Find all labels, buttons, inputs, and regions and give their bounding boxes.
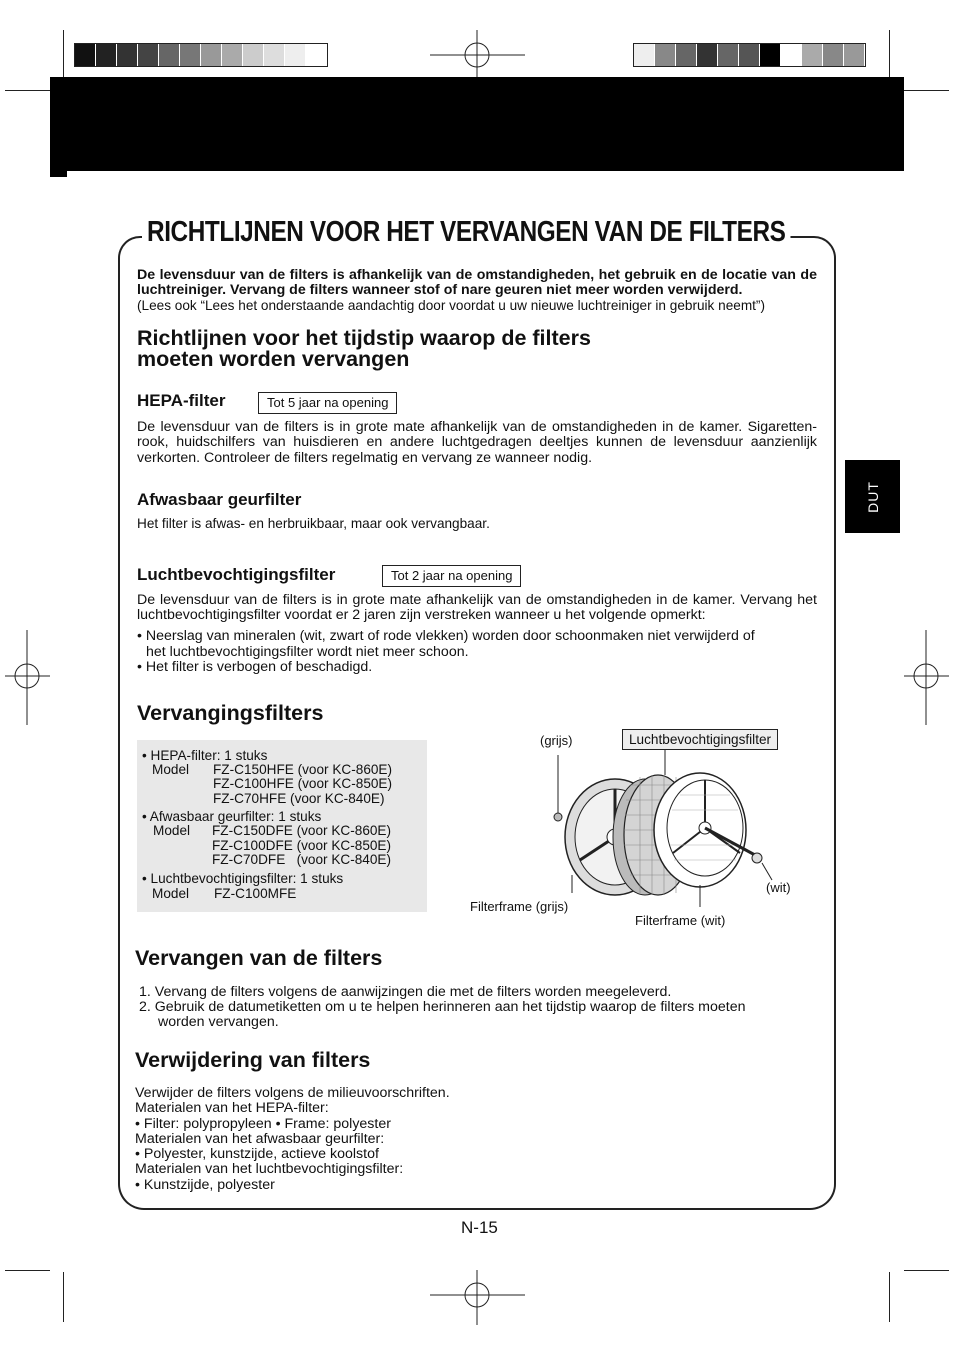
disposal-line: Materialen van het HEPA-filter:: [135, 1100, 329, 1116]
parts-line: FZ-C70HFE (voor KC-840E): [213, 791, 385, 806]
language-tab-label: DUT: [864, 480, 881, 513]
disposal-line: • Filter: polypropyleen • Frame: polyester: [135, 1116, 391, 1132]
label-frame-grey: Filterframe (grijs): [470, 899, 569, 914]
language-tab: [845, 460, 900, 533]
filter-diagram: [540, 745, 800, 910]
color-calibration-bar-left: [74, 43, 328, 67]
parts-line: FZ-C100DFE (voor KC-850E): [212, 838, 392, 853]
disposal-line: Materialen van het luchtbevochtigingsfilter:: [135, 1161, 404, 1177]
humid-bullet-1b: het luchtbevochtigingsfilter wordt niet meer schoon.: [146, 644, 469, 660]
replace-step-2b: worden vervangen.: [158, 1014, 279, 1030]
humid-label: Luchtbevochtigingsfilter: [137, 565, 336, 584]
parts-line: Model: [152, 762, 190, 777]
header-band-foot: [50, 171, 67, 177]
humid-bullet-1a: • Neerslag van mineralen (wit, zwart of rode vlekken) worden door schoonmaken niet verwijderd of: [137, 628, 755, 644]
intro-bold: De levensduur van de filters is afhankelijk van de omstandigheden, het gebruik en de locatie van de luchtreiniger. Vervang de filters wanneer stof of nare geuren niet meer worden verwijderd.: [137, 267, 817, 299]
frame-corner-right: [812, 236, 836, 260]
parts-line: FZ-C150DFE (voor KC-860E): [212, 823, 392, 838]
page-title: RICHTLIJNEN VOOR HET VERVANGEN VAN DE FILTERS: [142, 216, 791, 249]
replace-heading: Vervangen van de filters: [135, 946, 383, 970]
disposal-line: • Kunstzijde, polyester: [135, 1177, 275, 1193]
registration-target-left: [5, 630, 50, 725]
parts-line: • Luchtbevochtigingsfilter: 1 stuks: [142, 871, 344, 886]
disposal-line: Materialen van het afwasbaar geurfilter:: [135, 1131, 385, 1147]
replace-step-1: 1. Vervang de filters volgens de aanwijzingen die met de filters worden meegeleverd.: [139, 984, 672, 1000]
frame-corner-left: [118, 236, 142, 260]
replacement-heading: Vervangingsfilters: [137, 701, 324, 725]
odour-label: Afwasbaar geurfilter: [137, 490, 302, 509]
disposal-heading: Verwijdering van filters: [135, 1048, 371, 1072]
replacement-parts-panel: [137, 740, 427, 912]
timing-heading-line1: Richtlijnen voor het tijdstip waarop de filters: [137, 326, 591, 350]
humid-lifetime-tag: Tot 2 jaar na opening: [382, 565, 521, 587]
registration-target-right: [904, 630, 949, 725]
humid-bullet-2: • Het filter is verbogen of beschadigd.: [137, 659, 373, 675]
odour-text: Het filter is afwas- en herbruikbaar, maar ook vervangbaar.: [137, 516, 490, 531]
parts-line: Model: [152, 886, 190, 901]
disposal-line: Verwijder de filters volgens de milieuvoorschriften.: [135, 1085, 450, 1101]
label-humidifier-filter: Luchtbevochtigingsfilter: [622, 729, 778, 750]
label-grey: (grijs): [540, 733, 573, 748]
parts-line: FZ-C100HFE (voor KC-850E): [213, 776, 393, 791]
parts-line: FZ-C150HFE (voor KC-860E): [213, 762, 393, 777]
parts-line: • Afwasbaar geurfilter: 1 stuks: [142, 809, 322, 824]
page-number: N-15: [461, 1218, 498, 1237]
hepa-text: De levensduur van de filters is in grote mate afhankelijk van de omstandigheden in de kamer. Sigarettenrook, huidschilfers van huisdieren en andere luchtgedragen deeltjes kunnen de levensduur aanzienlijk verkorten. Controleer de filters regelmatig en vervang ze wanneer nodig.: [137, 419, 817, 466]
parts-line: FZ-C70DFE (voor KC-840E): [212, 852, 392, 867]
timing-heading-line2: moeten worden vervangen: [137, 347, 410, 371]
label-white: (wit): [766, 880, 791, 895]
color-calibration-bar-right: [633, 43, 866, 67]
registration-target-bottom: [430, 1270, 525, 1325]
humid-text: De levensduur van de filters is in grote mate afhankelijk van de omstandigheden in de kamer. Vervang het luchtbevochtigingsfilter voordat er 2 jaren zijn verstreken wanneer u het volgende opmerkt:: [137, 592, 817, 624]
disposal-line: • Polyester, kunstzijde, actieve koolstof: [135, 1146, 379, 1162]
white-frame-illustration: [654, 773, 762, 887]
parts-line: • HEPA-filter: 1 stuks: [142, 748, 268, 763]
parts-line: Model: [153, 823, 191, 838]
label-frame-white: Filterframe (wit): [635, 913, 726, 928]
parts-line: FZ-C100MFE: [214, 886, 297, 901]
replace-step-2a: 2. Gebruik de datumetiketten om u te helpen herinneren aan het tijdstip waarop de filters moeten: [139, 999, 746, 1015]
intro-note: (Lees ook “Lees het onderstaande aandachtig door voordat u uw nieuwe luchtreiniger in gebruik neemt”): [137, 298, 765, 313]
hepa-lifetime-tag: Tot 5 jaar na opening: [258, 392, 397, 414]
hepa-label: HEPA-filter: [137, 391, 226, 410]
header-band: [50, 77, 904, 171]
